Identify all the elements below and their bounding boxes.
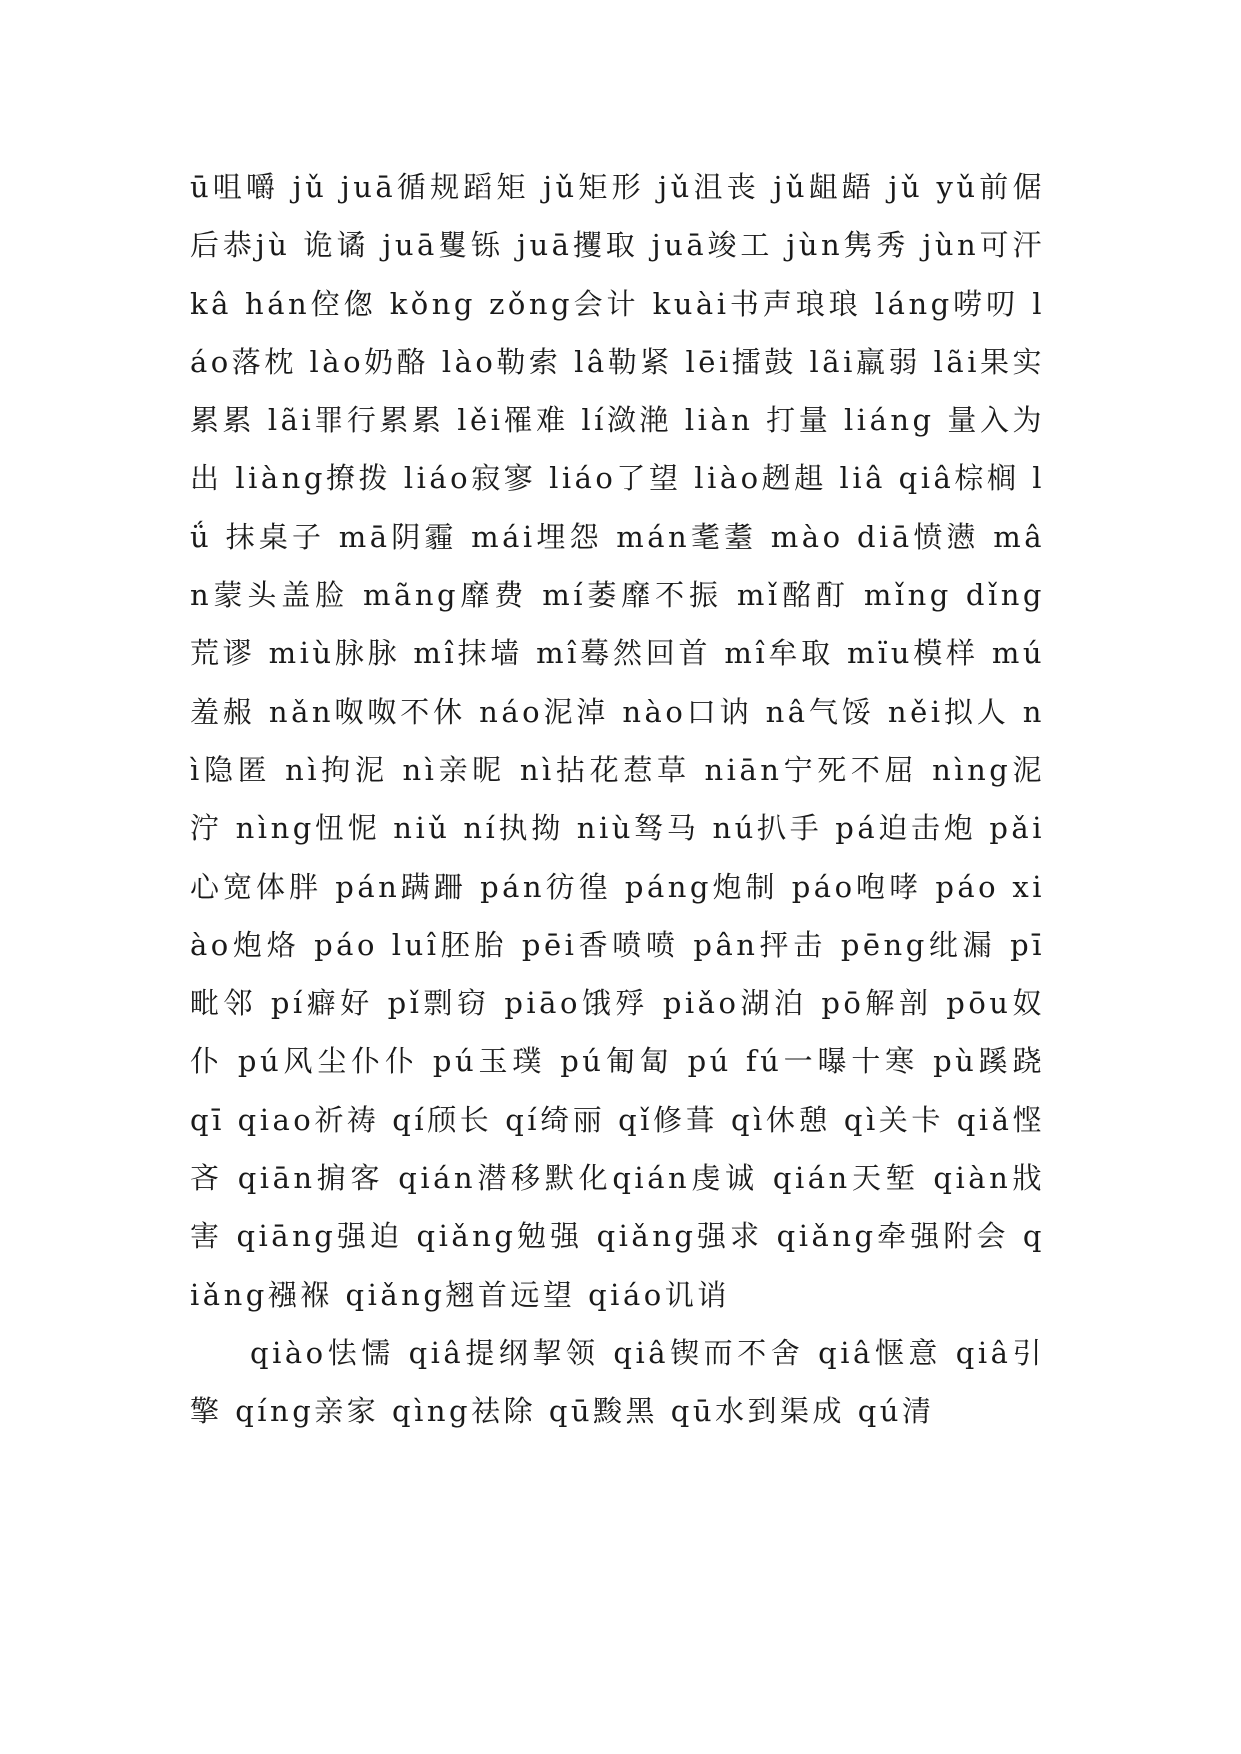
paragraph-2: qiào怯懦 qiâ提纲挈领 qiâ锲而不舍 qiâ惬意 qiâ引擎 qíng亲家 qìng祛除 qū黢黑 qū水到渠成 qú清 (190, 1335, 1045, 1429)
paragraph-1: ū咀嚼 jǔ juā循规蹈矩 jǔ矩形 jǔ沮丧 jǔ龃龉 jǔ yǔ前倨后恭jù 诡谲 juā矍铄 juā攫取 juā竣工 jùn隽秀 jùn可汗 kâ hán倥偬 kǒng zǒng会计 kuài书声琅琅 láng唠叨 láo落枕 lào奶酪 lào勒索 lâ勒紧 lēi擂鼓 lãi羸弱 lãi果实累累 lãi罪行累累 lěi罹难 lí潋滟 liàn 打量 liáng 量入为出 liàng撩拨 liáo寂寥 liáo了望 liào趔趄 liâ qiâ棕榈 lǘ 抹桌子 mā阴霾 mái埋怨 mán耄耋 mào diā愤懑 mân蒙头盖脸 mãng靡费 mí萎靡不振 mǐ酩酊 mǐng dǐng荒谬 miù脉脉 mî抹墙 mî蓦然回首 mî牟取 mïu模样 mú羞赧 nǎn呶呶不休 náo泥淖 nào口讷 nâ气馁 něi拟人 nì隐匿 nì拘泥 nì亲昵 nì拈花惹草 niān宁死不屈 nìng泥泞 nìng忸怩 niǔ ní执拗 niù驽马 nú扒手 pá迫击炮 pǎi心宽体胖 pán蹒跚 pán彷徨 páng炮制 páo咆哮 páo xiào炮烙 páo luî胚胎 pēi香喷喷 pân抨击 pēng纰漏 pī毗邻 pí癖好 pǐ剽窃 piāo饿殍 piǎo湖泊 pō解剖 pōu奴仆 pú风尘仆仆 pú玉璞 pú匍匐 pú fú一曝十寒 pù蹊跷 qī qiao祈祷 qí颀长 qí绮丽 qǐ修葺 qì休憩 qì关卡 qiǎ悭吝 qiān掮客 qián潜移默化qián虔诚 qián天堑 qiàn戕害 qiāng强迫 qiǎng勉强 qiǎng强求 qiǎng牵强附会 qiǎng襁褓 qiǎng翘首远望 qiáo讥诮 (190, 170, 1045, 1312)
document-body (190, 158, 1045, 1441)
